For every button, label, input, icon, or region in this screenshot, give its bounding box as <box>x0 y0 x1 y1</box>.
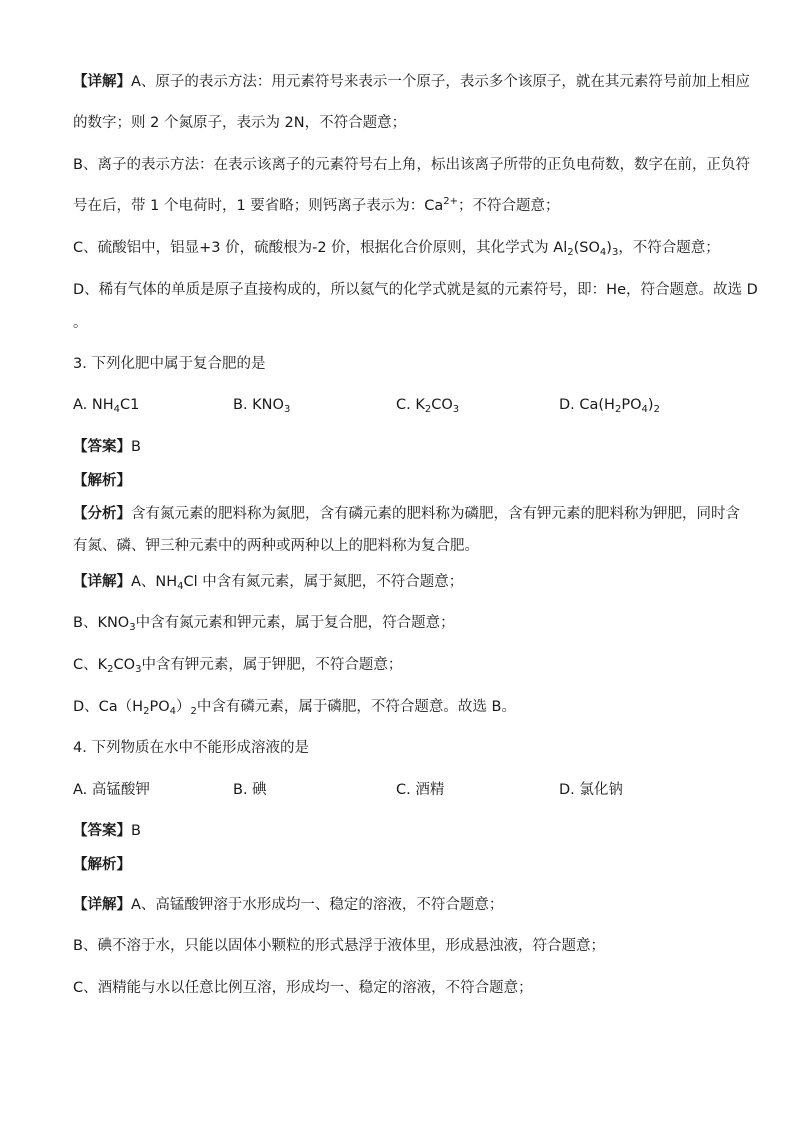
q2-detail-d-line1: D、稀有气体的单质是原子直接构成的，所以氦气的化学式就是氦的元素符号，即：He，符合题意。故选 D <box>73 282 758 298</box>
q3-stem: 3. 下列化肥中属于复合肥的是 <box>73 356 266 372</box>
q4-option-c: C. 酒精 <box>396 782 445 798</box>
q3-analysis-tag: 【解析】 <box>73 473 131 489</box>
q4-option-a: A. 高锰酸钾 <box>73 782 150 798</box>
q3-option-a: A. $NH_4C1$ <box>73 397 140 415</box>
q4-detail-b: B、碘不溶于水，只能以固体小颗粒的形式悬浮于液体里，形成悬浊液，符合题意； <box>73 938 605 954</box>
q2-detail-b-line1: B、离子的表示方法：在表示该离子的元素符号右上角，标出该离子所带的正负电荷数，数字在前，正负符 <box>73 157 750 173</box>
q3-detail-c: C、$K_2CO_3$中含有钾元素，属于钾肥，不符合题意； <box>73 657 403 675</box>
q4-detail-a: 【详解】A、高锰酸钾溶于水形成均一、稳定的溶液，不符合题意； <box>73 897 504 913</box>
q4-detail-c: C、酒精能与水以任意比例互溶，形成均一、稳定的溶液，不符合题意； <box>73 980 533 996</box>
q3-answer: 【答案】B <box>73 439 141 455</box>
q4-option-b: B. 碘 <box>233 782 267 798</box>
q3-detail-b: B、$KNO_3$中含有氮元素和钾元素，属于复合肥，符合题意； <box>73 615 455 633</box>
q3-detail-d: D、$Ca(H_2PO_4)_2$中含有磷元素，属于磷肥，不符合题意。故选 B。 <box>73 699 516 717</box>
q2-detail-a-line1: 【详解】A、原子的表示方法：用元素符号来表示一个原子，表示多个该原子，就在其元素符号前加上相应 <box>73 74 750 90</box>
q3-option-c: C. $K_2CO_3$ <box>396 397 460 415</box>
q2-detail-b-line2: 号在后，带 1 个电荷时，1 要省略；则钙离子表示为：$Ca^{2+}$；不符合题意； <box>73 196 560 214</box>
q3-fenxi-line2: 有氮、磷、钾三种元素中的两种或两种以上的肥料称为复合肥。 <box>73 538 479 554</box>
q3-detail-a: 【详解】A、$NH_4Cl$ 中含有氮元素，属于氮肥，不符合题意； <box>73 574 464 592</box>
q4-answer: 【答案】B <box>73 823 141 839</box>
q2-detail-a-line2: 的数字；则 2 个氮原子，表示为 2N，不符合题意； <box>73 115 407 131</box>
detail-tag: 【详解】 <box>73 74 131 90</box>
q2-detail-c-line: C、硫酸铝中，铝显+3 价，硫酸根为-2 价，根据化合价原则，其化学式为 $Al_2(SO_4)_3$，不符合题意； <box>73 240 720 258</box>
q4-stem: 4. 下列物质在水中不能形成溶液的是 <box>73 740 309 756</box>
q3-fenxi-line1: 【分析】含有氮元素的肥料称为氮肥，含有磷元素的肥料称为磷肥，含有钾元素的肥料称为钾肥，同时含 <box>73 506 740 522</box>
q4-analysis-tag: 【解析】 <box>73 857 131 873</box>
q4-option-d: D. 氯化钠 <box>559 782 623 798</box>
q3-option-d: D. $Ca(H_2PO_4)_2$ <box>559 397 660 415</box>
q3-option-b: B. $KNO_3$ <box>233 397 291 415</box>
q2-detail-d-line2: 。 <box>73 315 88 331</box>
